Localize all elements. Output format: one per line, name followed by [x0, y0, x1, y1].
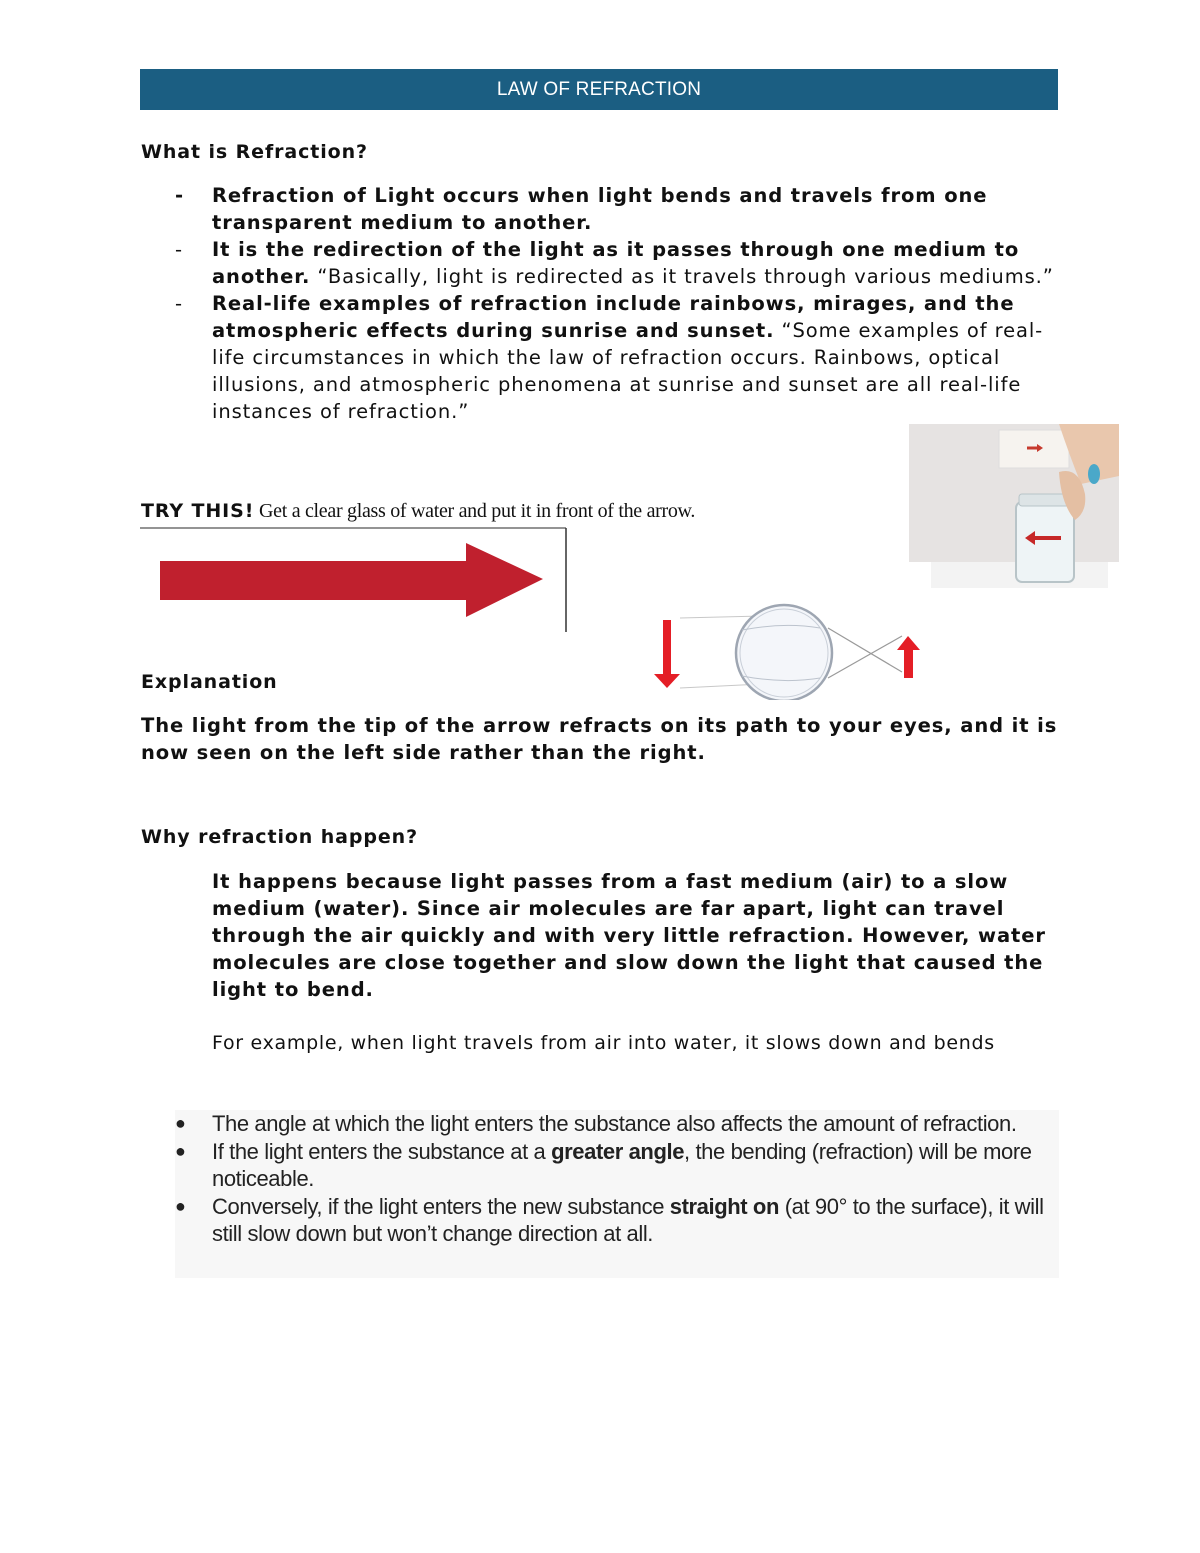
red-arrow-figure — [140, 527, 570, 635]
example-text: For example, when light travels from air into water, it slows down and bends — [212, 1032, 995, 1054]
refraction-angle-bullets — [175, 1110, 1059, 1278]
section-heading-what-is-refraction: What is Refraction? — [141, 141, 368, 163]
bullet-icon: ● — [175, 1140, 186, 1161]
page-title: LAW OF REFRACTION — [496, 78, 702, 100]
glass-of-water-photo — [909, 424, 1119, 588]
list-item: - Real-life examples of refraction include rainbows, mirages, and the atmospheric effects during sunrise and sunset. “Some examples of real-life circumstances in which the law of refraction occurs. Rainbows, optical illusions, and atmospheric phenomena at sunrise and sunset are all real-life instances of refraction.” — [175, 292, 1044, 423]
list-item: - It is the redirection of the light as it passes through one medium to another. “Basically, light is redirected as it travels through various mediums.” — [175, 238, 1054, 288]
why-refraction-text: It happens because light passes from a fast medium (air) to a slow medium (water). Since air molecules are far apart, light can travel through the air quickly and with very little refraction. However, water molecules are close together and slow down the light that caused the light to bend. — [212, 870, 1046, 1001]
list-item: ● The angle at which the light enters the substance also affects the amount of refraction. — [175, 1111, 1017, 1136]
list-item: ● If the light enters the substance at a greater angle, the bending (refraction) will be more noticeable. — [175, 1138, 1032, 1191]
section-heading-explanation: Explanation — [141, 671, 278, 693]
section-heading-why-refraction: Why refraction happen? — [141, 826, 419, 848]
right-arrow-icon — [160, 543, 543, 617]
bullet-icon: ● — [175, 1113, 186, 1133]
title-banner — [140, 69, 1058, 110]
bullet-icon: ● — [175, 1195, 186, 1216]
explanation-text: The light from the tip of the arrow refracts on its path to your eyes, and it is now seen on the left side rather than the right. — [141, 714, 1058, 764]
down-arrow-icon — [654, 620, 680, 688]
list-item: - Refraction of Light occurs when light bends and travels from one transparent medium to another. — [175, 184, 988, 234]
list-item: ● Conversely, if the light enters the new substance straight on (at 90° to the surface), it will still slow down but won’t change direction at all. — [175, 1193, 1044, 1246]
refraction-diagram — [650, 600, 930, 700]
refraction-definition-list — [175, 182, 1055, 425]
try-this-instruction: TRY THIS! Get a clear glass of water and put it in front of the arrow. — [141, 500, 696, 522]
glass-lens — [736, 605, 832, 700]
